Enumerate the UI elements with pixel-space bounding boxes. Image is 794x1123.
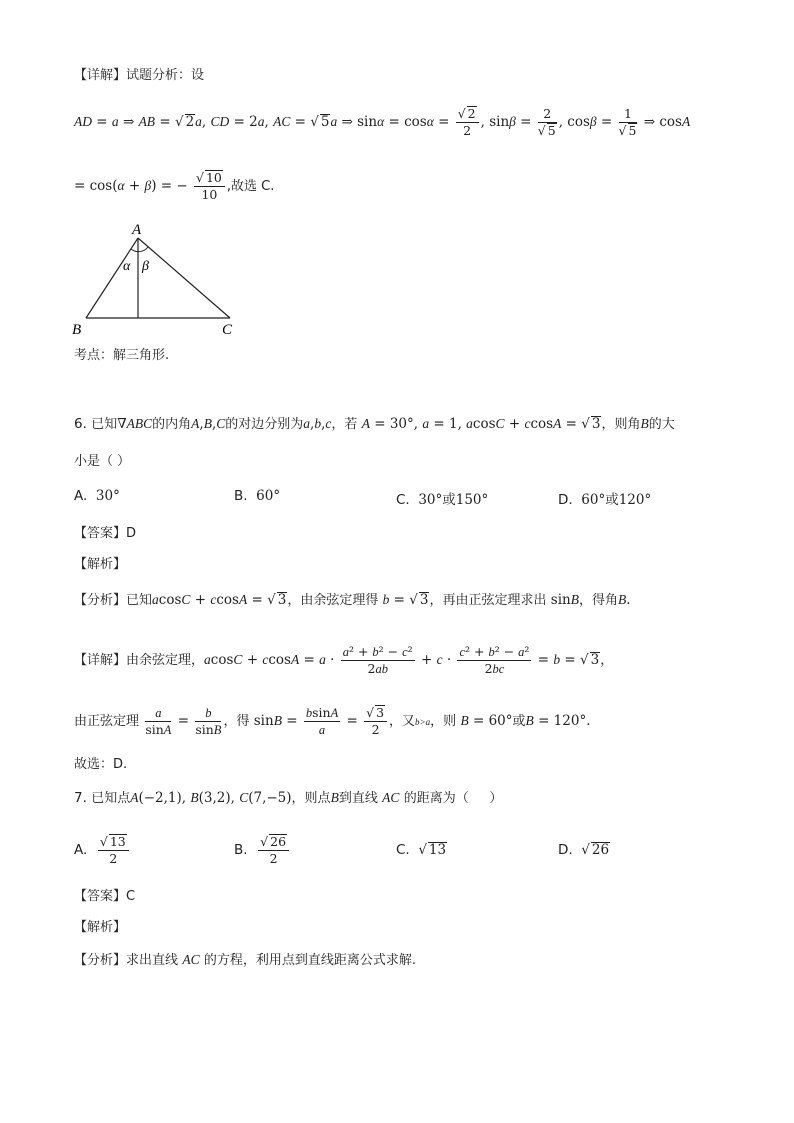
q6-number: 6. (74, 416, 87, 432)
q7-jiexi: 【解析】 (74, 920, 127, 935)
q6-option-d-letter: D. (558, 492, 573, 508)
q6-option-a[interactable] (74, 488, 120, 504)
q6-stem-line-2 (74, 452, 130, 472)
q6-option-c-letter: C. (396, 492, 410, 508)
q6-detail-1: 【详解】由余弦定理，acosC + ccosA = a · $\frac{\text{a² + b² − c²}}{2ab}$ + c · $\frac{\text{c² + b² − a²}}{2bc}$ = b = √ 3， (74, 644, 614, 676)
q6-choose: 故选：D. (74, 757, 128, 772)
q6-option-d-text: 60°或120° (581, 492, 652, 508)
q7-option-a[interactable]: A. $\frac{√ 13}{2}$ (74, 834, 131, 867)
q7-option-c[interactable]: C. √ 13 (396, 842, 447, 858)
q6-detail-2: 由正弦定理 $\frac{a}{\sin A}$ = $\frac{b}{\sin B}$ ，得 sinB = $\frac{bsinA}{a}$ = $\frac{√ 3}{2}$ ，又b>a，则 B = 60°或B = 120°. (74, 705, 591, 737)
q6-stem-tail: 小是（ ） (74, 454, 131, 469)
q6-analysis: 【分析】已知acosC + ccosA = √ 3，由余弦定理得 b = √ 3，再由正弦定理求出 sinB，得角B. (74, 592, 631, 608)
q7-stem: 7. 已知点A(−2,1), B(3,2), C(7,−5)，则点B到直线 AC 的距离为（ ） (74, 790, 503, 806)
side-ac (138, 238, 230, 318)
q7-option-a-letter: A. (74, 842, 88, 858)
q7-number: 7. (74, 790, 87, 806)
detail-heading-text: 【详解】试题分析：设 (74, 68, 205, 83)
q7-answer-value: C (126, 889, 136, 904)
q6-option-c[interactable] (396, 488, 488, 508)
q6-detail-tag: 【详解】 (74, 653, 127, 668)
detail-formula-2: = cos(α + β) = − $\frac{√ 10}{10}$ ,故选 C. (74, 170, 275, 202)
angle-beta-label: β (142, 259, 149, 274)
q7-analysis: 【分析】求出直线 AC 的方程，利用点到直线距离公式求解. (74, 952, 417, 968)
q7-option-b-letter: B. (234, 842, 248, 858)
q7-answer-tag: 【答案】 (74, 889, 127, 904)
q6-option-b[interactable] (234, 488, 280, 504)
q6-option-a-text: 30° (95, 488, 120, 504)
q6-jiexi: 【解析】 (74, 557, 127, 572)
vertex-a-label: A (132, 222, 142, 238)
q7-answer (74, 887, 135, 907)
q6-option-b-text: 60° (256, 488, 281, 504)
q6-answer (74, 524, 136, 544)
q6-option-d[interactable] (558, 488, 651, 508)
q6-option-b-letter: B. (234, 488, 248, 504)
q6-option-a-letter: A. (74, 488, 88, 504)
q7-analysis-tag: 【分析】 (74, 953, 127, 968)
q6-answer-tag: 【答案】 (74, 526, 127, 541)
detail-conclusion: ,故选 C. (226, 179, 275, 194)
q6-analysis-tag: 【分析】 (74, 593, 127, 608)
q7-option-c-letter: C. (396, 842, 410, 858)
detail-heading (74, 66, 204, 86)
q7-option-d[interactable]: D. √ 26 (558, 842, 610, 858)
angle-arc (131, 247, 148, 252)
kaodian: 考点：解三角形. (74, 348, 170, 363)
q7-option-d-letter: D. (558, 842, 573, 858)
vertex-b-label: B (72, 322, 82, 338)
q7-option-b[interactable]: B. $\frac{√ 26}{2}$ (234, 834, 291, 867)
triangle-figure (70, 220, 260, 340)
q6-stem-line-1: 6. 已知∇ABC的内角A,B,C的对边分别为a,b,c，若 A = 30°, a = 1, acosC + ccosA = √ 3，则角B的大 (74, 416, 675, 432)
angle-alpha-label: α (123, 259, 131, 274)
q6-option-c-text: 30°或150° (418, 492, 489, 508)
q6-answer-value: D (126, 526, 137, 541)
side-ab (86, 238, 138, 318)
vertex-c-label: C (222, 322, 233, 338)
detail-formula-1: AD = a ⇒ AB = √ 2a, CD = 2a, AC = √ 5a ⇒ sinα = cosα = $\frac{√ 2}{2}$ , sinβ = $\frac{2}{√ 5}$ , cosβ = $\frac{1}{√ 5}$ ⇒ cosA (74, 106, 691, 138)
